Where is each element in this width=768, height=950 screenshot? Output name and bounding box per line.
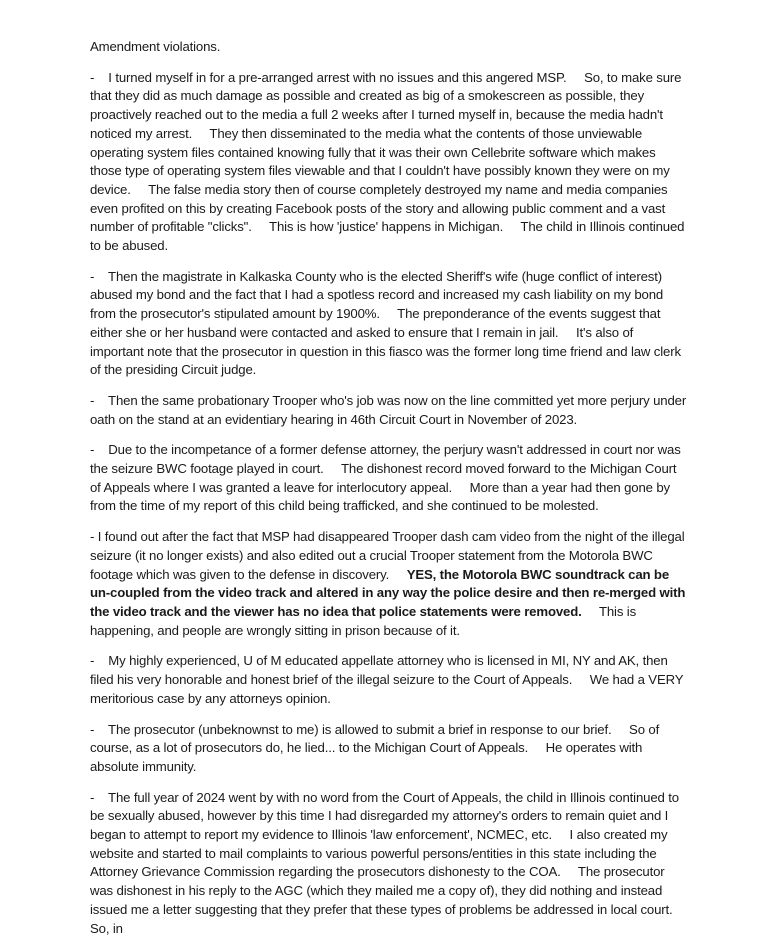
paragraph-text: - My highly experienced, U of M educated appellate attorney who is licensed in MI, NY and AK, then filed his very honorable and honest brief of the illegal seizure to the Court of Appeals. We had a VERY meritorious case by any attorneys opinion.	[90, 653, 687, 706]
paragraph-text: This is happening, and people are wrongly sitting in prison because of it.	[90, 603, 640, 638]
paragraph-amendment-violations	[90, 38, 690, 57]
paragraph-text: Amendment violations.	[90, 39, 221, 54]
paragraph-prosecutor-brief	[90, 721, 690, 777]
paragraph-text: - Due to the incompetance of a former defense attorney, the perjury wasn't addressed in court nor was the seizure BWC footage played in court. The dishonest record moved forward to the Michigan Court of Appeals where I was granted a leave for interlocutory appeal. More than a year had then gone by from the time of my report of this child being trafficked, and she continued to be molested.	[90, 442, 685, 514]
document-page	[90, 38, 690, 950]
paragraph-text: - Then the same probationary Trooper who's job was now on the line committed yet more perjury under oath on the stand at an evidentiary hearing in 46th Circuit Court in November of 2023.	[90, 392, 690, 427]
paragraph-appellate-attorney	[90, 652, 690, 708]
paragraph-dash-cam-bwc	[90, 528, 690, 640]
paragraph-turned-myself-in	[90, 69, 690, 256]
paragraph-bold-text: YES, the Motorola BWC soundtrack can be un-coupled from the video track and altered in any way the police desire and then re-merged with the video track and the viewer has no idea that police statements were removed.	[90, 566, 689, 619]
paragraph-text: - The prosecutor (unbeknownst to me) is allowed to submit a brief in response to our brief. So of course, as a lot of prosecutors do, he lied... to the Michigan Court of Appeals. He operates with absolute immunity.	[90, 721, 663, 774]
paragraph-trooper-perjury	[90, 392, 690, 429]
paragraph-defense-incompetence	[90, 441, 690, 516]
paragraph-text: - I found out after the fact that MSP had disappeared Trooper dash cam video from the night of the illegal seizure (it no longer exists) and also edited out a crucial Trooper statement from the Motorola BWC footage which was given to the defense in discovery.	[90, 529, 689, 582]
paragraph-magistrate-bond	[90, 268, 690, 380]
paragraph-text: - I turned myself in for a pre-arranged arrest with no issues and this angered MSP. So, to make sure that they did as much damage as possible and created as big of a smokescreen as possible, they proactively reached out to the media a full 2 weeks after I turned myself in, because the media hadn't noticed my arrest. They then disseminated to the media what the contents of those unviewable operating system files contained knowing fully that it was their own Cellebrite software which makes those type of operating system files viewable and that I couldn't have possibly known they were on my device. The false media story then of course completely destroyed my name and media companies even profited on this by creating Facebook posts of the story and allowing public comment and a vast number of profitable "clicks". This is how 'justice' happens in Michigan. The child in Illinois continued to be abused.	[90, 69, 688, 254]
paragraph-year-2024	[90, 789, 690, 939]
paragraph-text: - The full year of 2024 went by with no word from the Court of Appeals, the child in Illinois continued to be sexually abused, however by this time I had disregarded my attorney's orders to remain quiet and I began to attempt to report my evidence to Illinois 'law enforcement', NCMEC, etc. I also created my website and started to mail complaints to various powerful persons/entities in this state including the Attorney Grievance Commission regarding the prosecutors dishonesty to the COA. The prosecutor was dishonest in his reply to the AGC (which they mailed me a copy of), they did nothing and instead issued me a letter suggesting that they prefer that these types of problems be addressed in local court. So, in	[90, 789, 691, 936]
paragraph-text: - Then the magistrate in Kalkaska County who is the elected Sheriff's wife (huge conflict of interest) abused my bond and the fact that I had a spotless record and increased my cash liability on my bond from the prosecutor's stipulated amount by 1900%. The preponderance of the events suggest that either she or her husband were contacted and asked to ensure that I remain in jail. It's also of important note that the prosecutor in question in this fiasco was the former long time friend and law clerk of the presiding Circuit judge.	[90, 268, 685, 378]
